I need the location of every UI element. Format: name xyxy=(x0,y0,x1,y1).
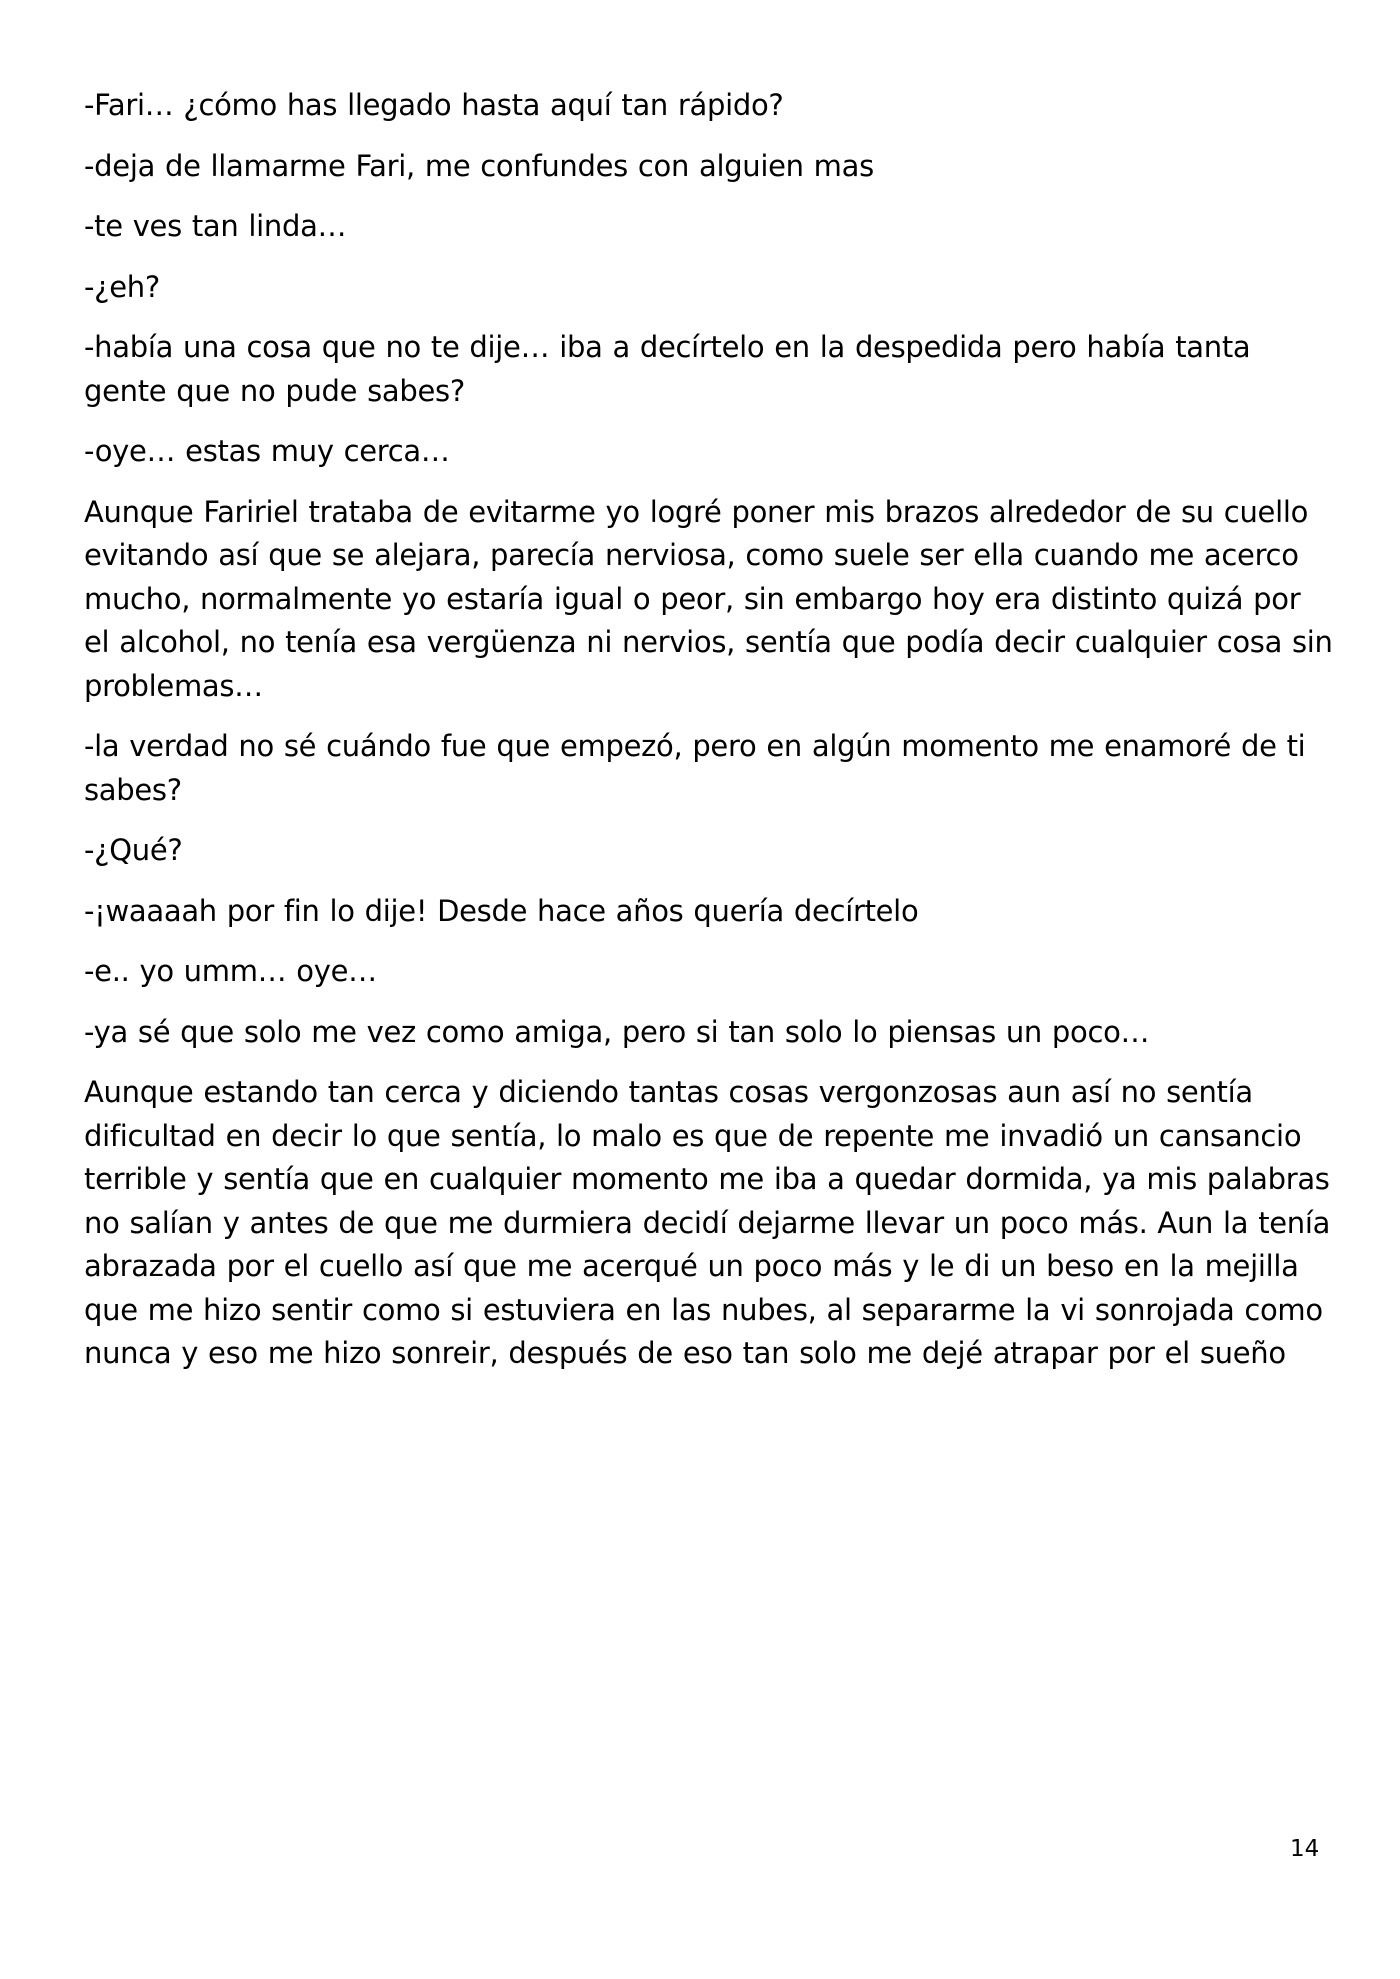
page-number: 14 xyxy=(1290,1836,1320,1862)
document-page xyxy=(84,84,1334,1393)
dialogue-line: -oye… estas muy cerca… xyxy=(84,434,450,468)
dialogue-line: -la verdad no sé cuándo fue que empezó, pero en algún momento me enamoré de ti sabes? xyxy=(84,729,1306,807)
dialogue-line: -te ves tan linda… xyxy=(84,209,347,243)
dialogue-line: -¿Qué? xyxy=(84,833,183,867)
dialogue-line: -¡waaaah por fin lo dije! Desde hace años quería decírtelo xyxy=(84,893,919,928)
dialogue-line: -ya sé que solo me vez como amiga, pero si tan solo lo piensas un poco… xyxy=(84,1014,1150,1049)
dialogue-line: -había una cosa que no te dije… iba a decírtelo en la despedida pero había tanta gente que no pude sabes? xyxy=(84,330,1251,408)
narrative-paragraph: Aunque estando tan cerca y diciendo tantas cosas vergonzosas aun así no sentía dificultad en decir lo que sentía, lo malo es que de repente me invadió un cansancio terrible y sentía que en cualquier momento me iba a quedar dormida, ya mis palabras no salían y antes de que me durmiera decidí dejarme llevar un poco más. Aun la tenía abrazada por el cuello así que me acerqué un poco más y le di un beso en la mejilla que me hizo sentir como si estuviera en las nubes, al separarme la vi sonrojada como nunca y eso me hizo sonreir, después de eso tan solo me dejé atrapar por el sueño xyxy=(84,1075,1331,1370)
dialogue-line: -Fari… ¿cómo has llegado hasta aquí tan rápido? xyxy=(84,88,784,122)
dialogue-line: -deja de llamarme Fari, me confundes con alguien mas xyxy=(84,148,874,183)
narrative-paragraph: Aunque Faririel trataba de evitarme yo logré poner mis brazos alrededor de su cuello evitando así que se alejara, parecía nerviosa, como suele ser ella cuando me acerco mucho, normalmente yo estaría igual o peor, sin embargo hoy era distinto quizá por el alcohol, no tenía esa vergüenza ni nervios, sentía que podía decir cualquier cosa sin problemas… xyxy=(84,494,1333,703)
dialogue-line: -e.. yo umm… oye… xyxy=(84,954,377,988)
dialogue-line: -¿eh? xyxy=(84,269,160,304)
